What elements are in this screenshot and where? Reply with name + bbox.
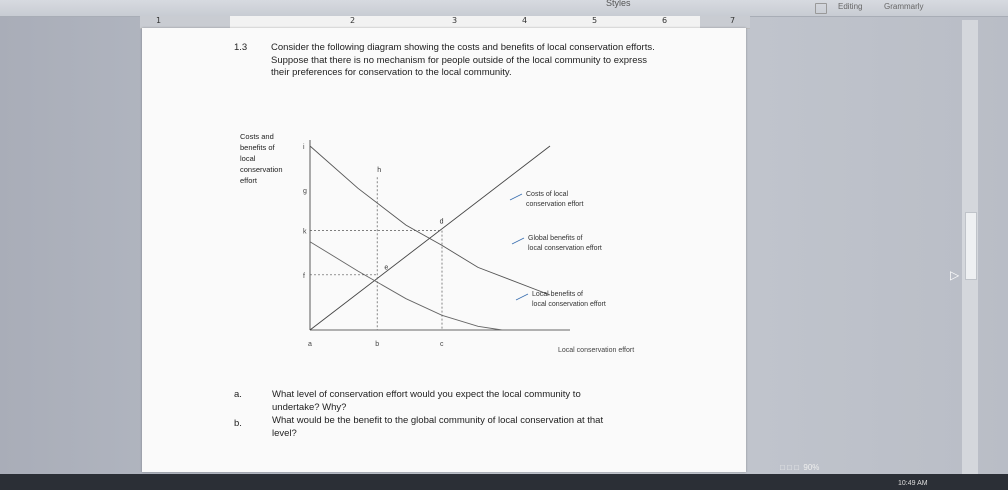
- question-text: Consider the following diagram showing the costs and benefits of local conservation efforts. Suppose that there is no mechanism for people outside of the local community to express their preferences for conservation to the local community.: [271, 42, 655, 78]
- x-tick-label: c: [440, 341, 444, 348]
- y-tick-label: i: [303, 144, 305, 151]
- editing-button[interactable]: Editing: [838, 2, 863, 11]
- ribbon-bar: [0, 0, 1008, 17]
- subquestion-b-line2: level?: [272, 428, 297, 439]
- ruler-left-margin: [140, 16, 230, 28]
- ruler-right-margin: [700, 16, 750, 28]
- series-line-3: [310, 242, 502, 330]
- question-number: 1.3: [234, 42, 248, 53]
- series-label-1: Costs of local conservation effort: [526, 191, 584, 208]
- view-controls[interactable]: □ □ □ 90%: [780, 463, 820, 472]
- x-tick-label: b: [375, 341, 380, 348]
- x-axis-label: Local conservation effort: [558, 347, 635, 354]
- cost-benefit-chart: [230, 128, 670, 358]
- select-icon[interactable]: [815, 3, 827, 14]
- taskbar: [0, 474, 1008, 490]
- subquestion-a-line1: What level of conservation effort would you expect the local community to: [272, 389, 581, 400]
- subquestion-b-line1: What would be the benefit to the global community of local conservation at that: [272, 415, 604, 426]
- zoom-level[interactable]: 90%: [803, 463, 820, 472]
- ruler-mark: 1: [156, 16, 162, 25]
- ruler-mark: 6: [662, 16, 668, 25]
- point-label: h: [377, 166, 382, 174]
- y-axis-label: Costs and benefits of local conservation effort: [240, 132, 283, 185]
- y-tick-label: g: [303, 188, 307, 196]
- point-label: e: [384, 264, 389, 272]
- series-arrow-3: [516, 294, 528, 300]
- ruler-mark: 3: [452, 16, 458, 25]
- ruler-mark: 4: [522, 16, 528, 25]
- ruler-mark: 2: [350, 16, 356, 25]
- subquestion-a-line2: undertake? Why?: [272, 402, 347, 413]
- styles-label[interactable]: Styles: [606, 0, 631, 8]
- scrollbar-thumb[interactable]: [965, 212, 977, 280]
- x-tick-label: a: [308, 341, 312, 348]
- mouse-cursor-icon: ▷: [950, 268, 960, 282]
- y-tick-label: k: [303, 228, 307, 236]
- ruler-mark: 5: [592, 16, 598, 25]
- series-label-2: Global benefits of local conservation effort: [528, 235, 602, 252]
- series-line-2: [310, 146, 550, 295]
- point-label: d: [439, 218, 444, 226]
- series-line-1: [310, 146, 550, 330]
- subquestion-a-label: a.: [234, 389, 242, 400]
- clock: 10:49 AM: [898, 480, 928, 487]
- ruler-mark: 7: [730, 16, 736, 25]
- series-arrow-1: [510, 194, 522, 200]
- grammarly-button[interactable]: Grammarly: [884, 2, 924, 11]
- subquestion-b-label: b.: [234, 418, 242, 429]
- y-tick-label: f: [303, 272, 305, 280]
- series-arrow-2: [512, 238, 524, 244]
- series-label-3: Local benefits of local conservation effort: [532, 291, 606, 308]
